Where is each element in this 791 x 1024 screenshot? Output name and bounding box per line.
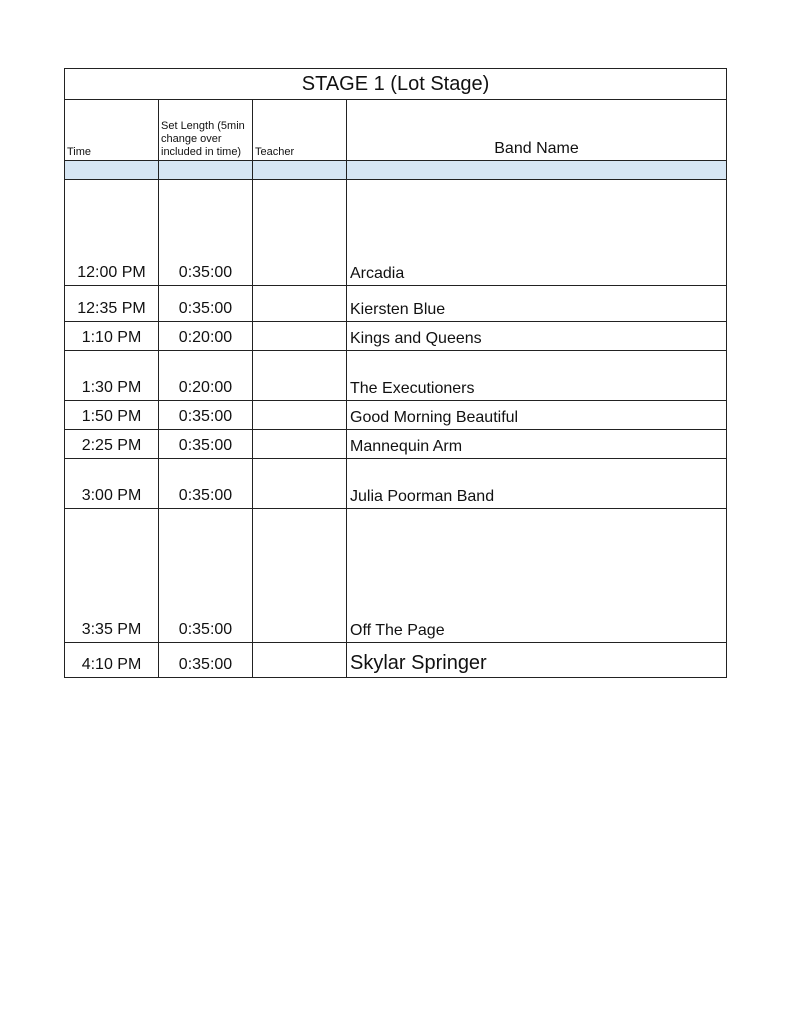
time-cell: 2:25 PM: [65, 430, 159, 459]
band-name-cell: Off The Page: [347, 509, 727, 643]
set-length-cell: 0:20:00: [159, 351, 253, 401]
time-cell: 1:10 PM: [65, 322, 159, 351]
highlight-cell: [65, 161, 159, 180]
header-time: Time: [65, 100, 159, 161]
band-name-cell: The Executioners: [347, 351, 727, 401]
highlight-row: [65, 161, 727, 180]
set-length-cell: 0:20:00: [159, 322, 253, 351]
highlight-cell: [253, 161, 347, 180]
band-name-cell: Julia Poorman Band: [347, 459, 727, 509]
band-name-cell: Good Morning Beautiful: [347, 401, 727, 430]
table-row: [65, 459, 727, 509]
set-length-cell: 0:35:00: [159, 430, 253, 459]
schedule-table: [64, 68, 727, 678]
table-row: [65, 180, 727, 286]
set-length-cell: 0:35:00: [159, 459, 253, 509]
set-length-cell: 0:35:00: [159, 286, 253, 322]
teacher-cell: [253, 643, 347, 678]
set-length-cell: 0:35:00: [159, 180, 253, 286]
table-row: [65, 322, 727, 351]
header-set-length: Set Length (5min change over included in time): [159, 100, 253, 161]
table-row: [65, 351, 727, 401]
stage-title: STAGE 1 (Lot Stage): [65, 69, 727, 100]
set-length-cell: 0:35:00: [159, 509, 253, 643]
highlight-cell: [159, 161, 253, 180]
teacher-cell: [253, 459, 347, 509]
teacher-cell: [253, 286, 347, 322]
header-band-name: Band Name: [347, 100, 727, 161]
time-cell: 12:00 PM: [65, 180, 159, 286]
time-cell: 4:10 PM: [65, 643, 159, 678]
band-name-cell: Kiersten Blue: [347, 286, 727, 322]
band-name-cell: Kings and Queens: [347, 322, 727, 351]
teacher-cell: [253, 430, 347, 459]
band-name-cell: Arcadia: [347, 180, 727, 286]
teacher-cell: [253, 351, 347, 401]
teacher-cell: [253, 401, 347, 430]
teacher-cell: [253, 322, 347, 351]
title-row: [65, 69, 727, 100]
header-teacher: Teacher: [253, 100, 347, 161]
time-cell: 1:30 PM: [65, 351, 159, 401]
band-name-cell: Mannequin Arm: [347, 430, 727, 459]
schedule-sheet: [64, 68, 726, 678]
time-cell: 12:35 PM: [65, 286, 159, 322]
set-length-cell: 0:35:00: [159, 643, 253, 678]
time-cell: 1:50 PM: [65, 401, 159, 430]
teacher-cell: [253, 509, 347, 643]
highlight-cell: [347, 161, 727, 180]
header-row: [65, 100, 727, 161]
time-cell: 3:00 PM: [65, 459, 159, 509]
set-length-cell: 0:35:00: [159, 401, 253, 430]
table-row: [65, 430, 727, 459]
table-row: [65, 401, 727, 430]
time-cell: 3:35 PM: [65, 509, 159, 643]
table-row: [65, 643, 727, 678]
table-row: [65, 509, 727, 643]
band-name-cell: Skylar Springer: [347, 643, 727, 678]
teacher-cell: [253, 180, 347, 286]
table-row: [65, 286, 727, 322]
